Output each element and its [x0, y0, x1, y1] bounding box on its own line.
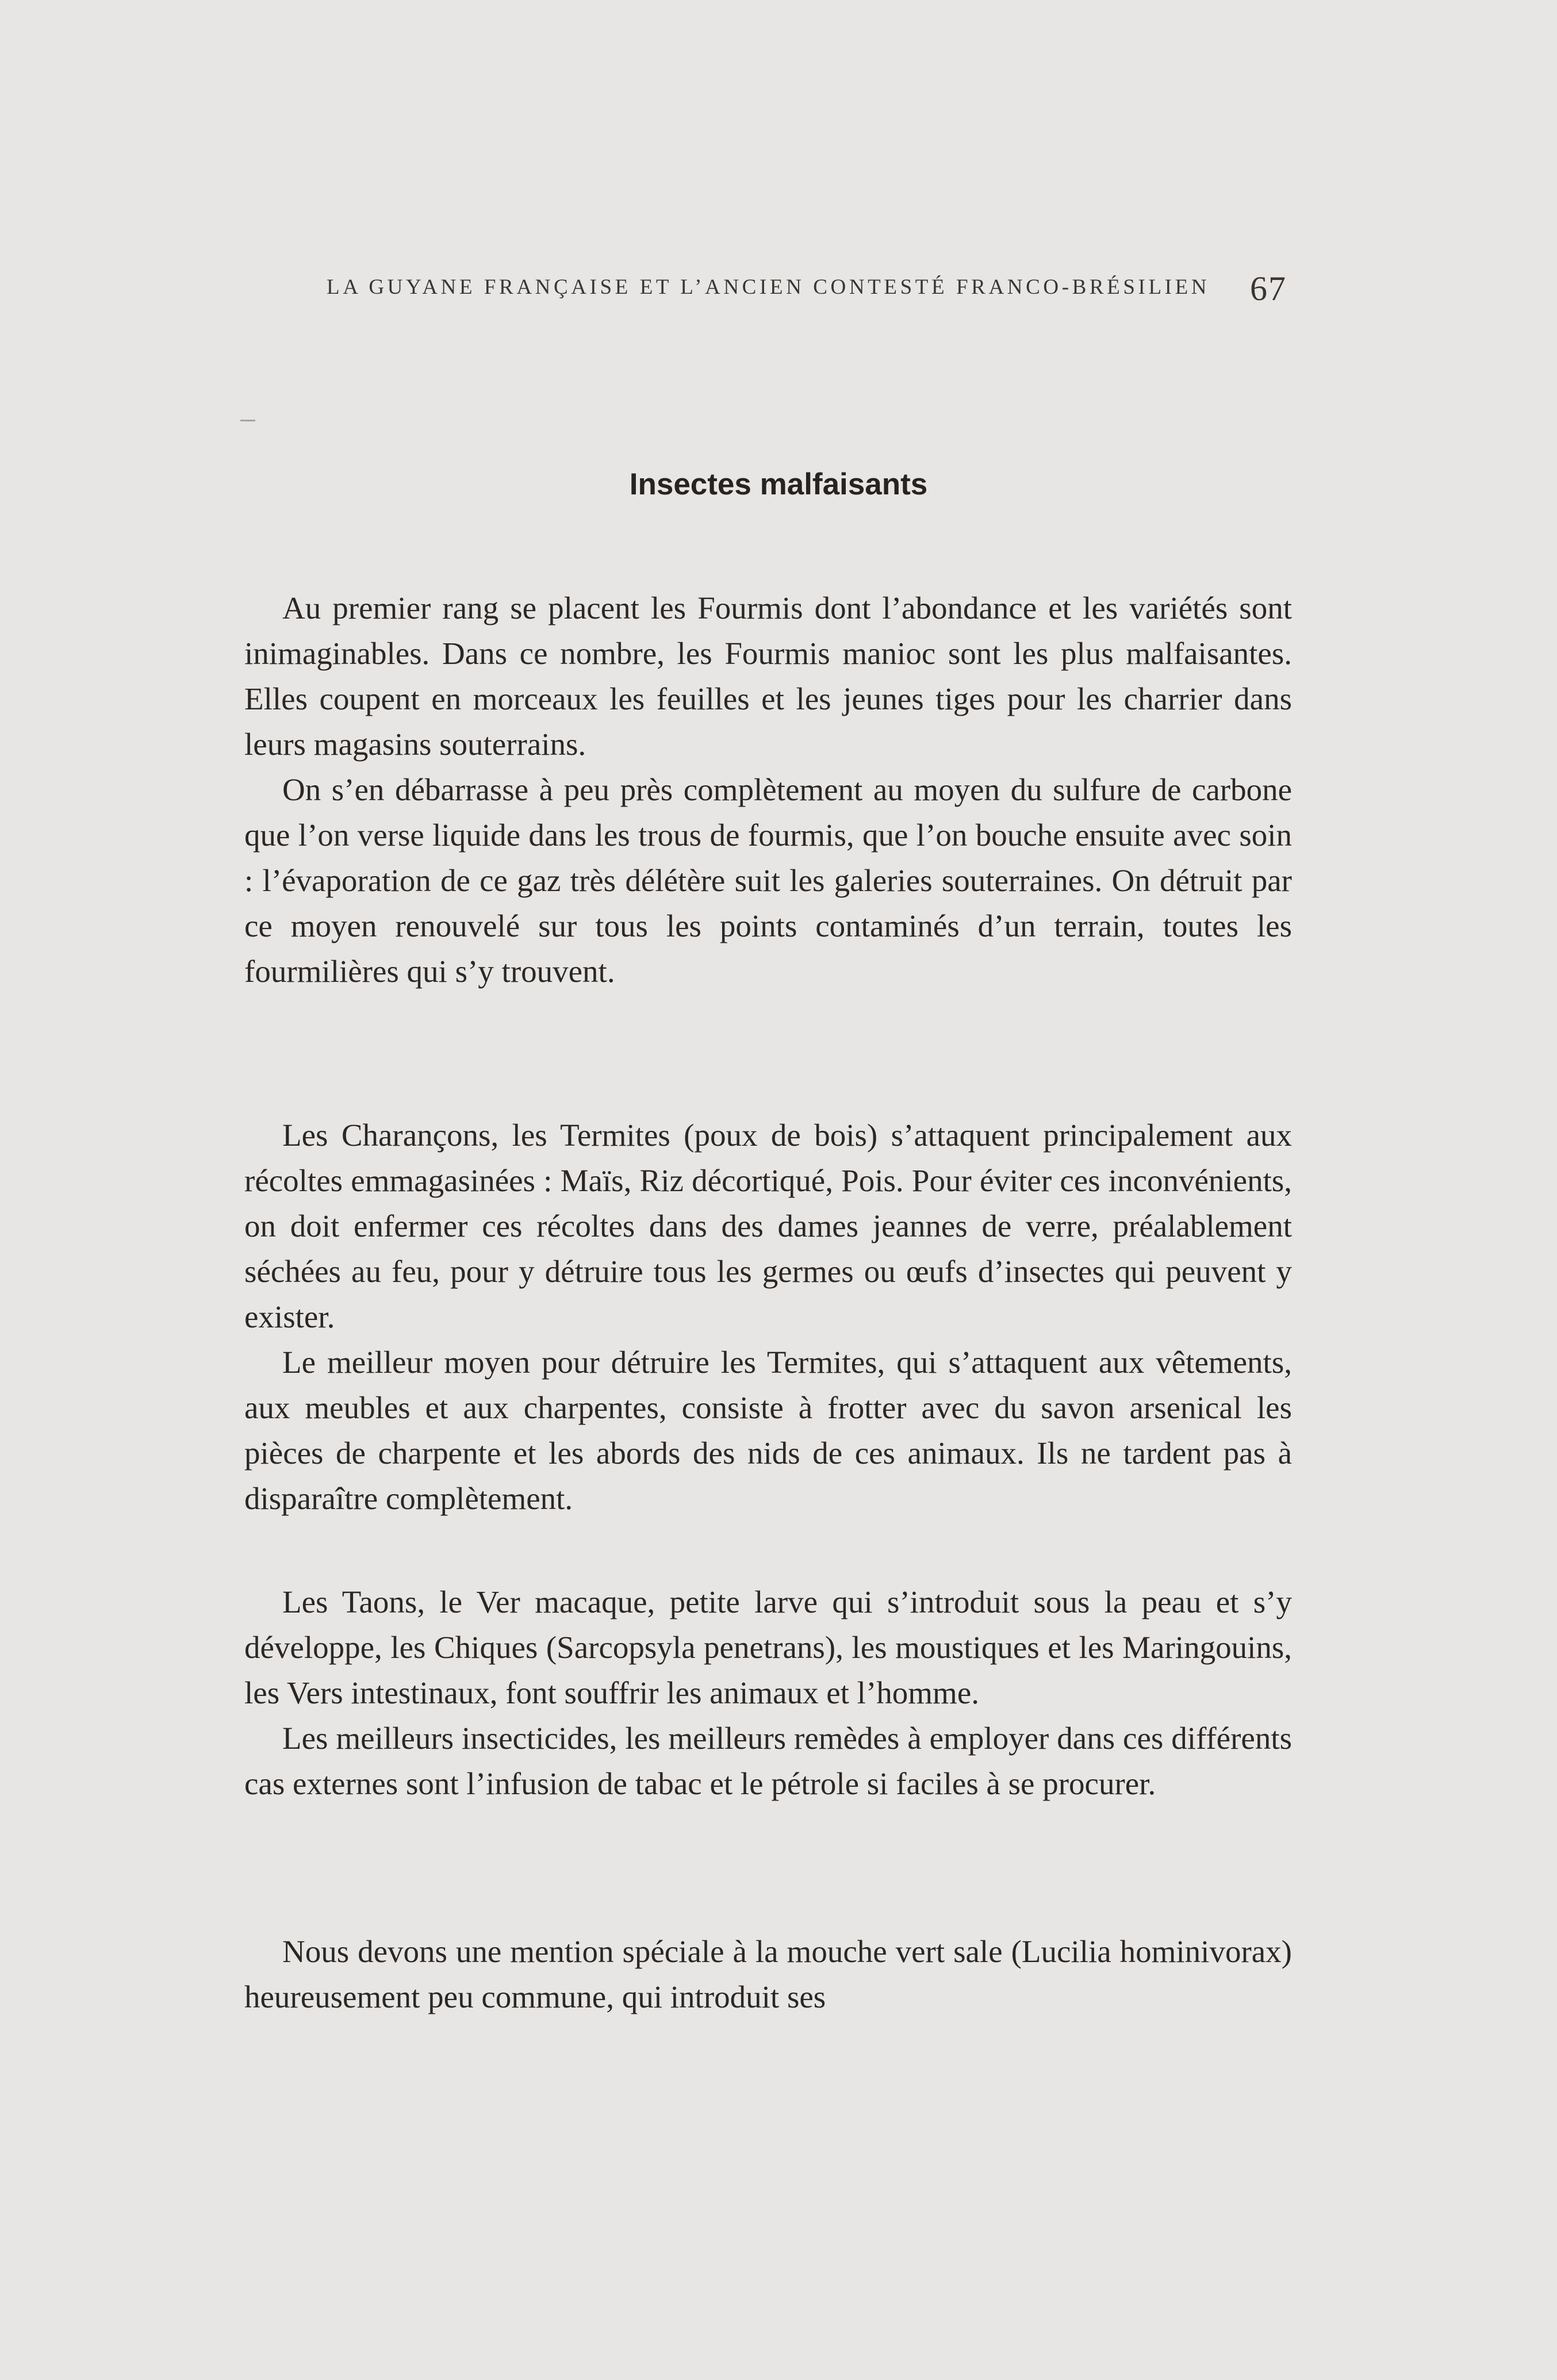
text-block-parasites [244, 1579, 1292, 1806]
paragraph: Au premier rang se placent les Fourmis dont l’abondance et les variétés sont inimaginables. Dans ce nombre, les Fourmis manioc sont les plus malfaisantes. Elles coupent en morceaux les feuilles et les jeunes tiges pour les charrier dans leurs magasins souterrains. [244, 590, 1292, 762]
section-title: Insectes malfaisants [629, 467, 928, 501]
text-block-lucilia [244, 1929, 1292, 2020]
paragraph: Les meilleurs insecticides, les meilleurs remèdes à employer dans ces différents cas externes sont l’infusion de tabac et le pétrole si faciles à se procurer. [244, 1721, 1292, 1801]
paragraph: Les Charançons, les Termites (poux de bois) s’attaquent principalement aux récoltes emmagasinées : Maïs, Riz décortiqué, Pois. Pour éviter ces inconvénients, on doit enfermer ces récoltes dans des dames jeannes de verre, préalablement séchées au feu, pour y détruire tous les germes ou œufs d’insectes qui peuvent y exister. [244, 1118, 1292, 1334]
text-block-weevils-termites [244, 1112, 1292, 1521]
paragraph: On s’en débarrasse à peu près complètement au moyen du sulfure de carbone que l’on verse liquide dans les trous de fourmis, que l’on bouche ensuite avec soin : l’évaporation de ce gaz très délétère suit les galeries souterraines. On détruit par ce moyen renouvelé sur tous les points contaminés d’un terrain, toutes les fourmilières qui s’y trouvent. [244, 772, 1292, 989]
running-head-title: LA GUYANE FRANÇAISE ET L’ANCIEN CONTESTÉ FRANCO-BRÉSILIEN [327, 275, 1210, 299]
paragraph: Le meilleur moyen pour détruire les Termites, qui s’attaquent aux vêtements, aux meubles et aux charpentes, consiste à frotter avec du savon arsenical les pièces de charpente et les abords des nids de ces animaux. Ils ne tardent pas à disparaître complètement. [244, 1345, 1292, 1516]
stray-mark [240, 420, 255, 421]
page-number: 67 [1250, 270, 1287, 308]
text-block-ants [244, 585, 1292, 994]
paragraph: Les Taons, le Ver macaque, petite larve qui s’introduit sous la peau et s’y développe, les Chiques (Sarcopsyla penetrans), les moustiques et les Maringouins, les Vers intestinaux, font souffrir les animaux et l’homme. [244, 1584, 1292, 1710]
paragraph: Nous devons une mention spéciale à la mouche vert sale (Lucilia hominivorax) heureusement peu commune, qui introduit ses [244, 1934, 1292, 2014]
running-head [327, 269, 1287, 309]
